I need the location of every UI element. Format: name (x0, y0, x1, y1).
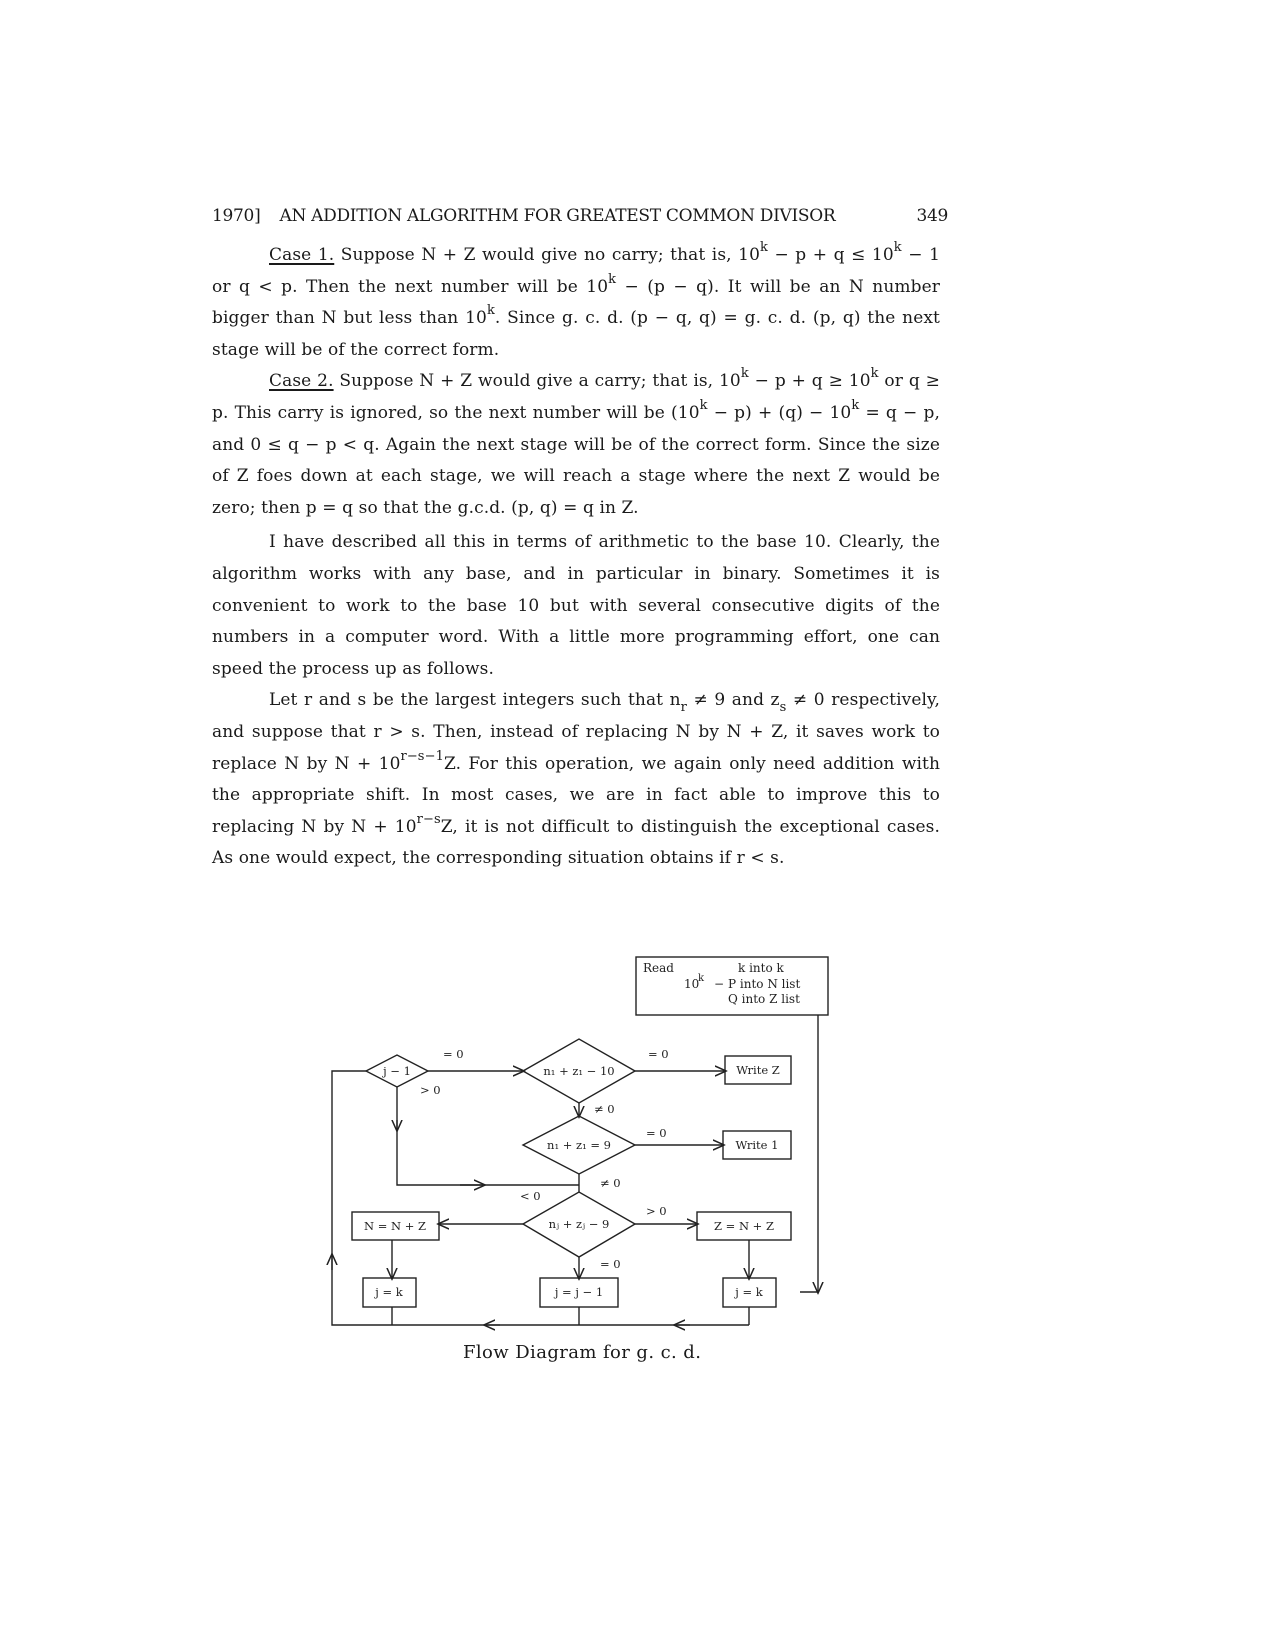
read-exp: k (698, 973, 705, 984)
superscript: k (870, 366, 879, 382)
node-j-minus-1-text: j − 1 (383, 1064, 411, 1078)
label-gt0-b: > 0 (646, 1204, 667, 1218)
read-base: 10 (684, 977, 700, 991)
text-run: − (p − q). It will be an N number bigger than N but less than 10 (212, 276, 940, 329)
node-jk-left-text: j = k (375, 1285, 403, 1299)
text-run: Suppose N + Z would give a carry; that is, 10 (333, 371, 741, 392)
superscript: k (740, 366, 749, 382)
text-run: Z. For this operation, we again only need addition with the appropriate shift. In most cases, we are in fact able to improve this to replacing N by N + 10 (212, 753, 940, 837)
superscript: k (699, 397, 708, 413)
read-label: Read (643, 961, 674, 975)
text-run: or q ≥ p. This carry is ignored, so the next number will be (10 (212, 371, 940, 423)
text-run: Suppose N + Z would give no carry; that is, 10 (334, 245, 760, 265)
read-minus: − (714, 977, 725, 991)
node-jj1-text: j = j − 1 (554, 1285, 604, 1299)
subscript: r (680, 700, 687, 716)
superscript: k (851, 397, 860, 413)
text-run: − p) + (q) − 10 (707, 402, 852, 423)
text-run: − p + q ≥ 10 (748, 371, 871, 392)
header-title: AN ADDITION ALGORITHM FOR GREATEST COMMON DIVISOR (279, 206, 836, 226)
text-run: ≠ 0 respectively, and suppose that r > s. Then, instead of replacing N by N + Z, it saves work to replace N by N + 10 (212, 690, 940, 774)
label-eq0-b: = 0 (648, 1047, 669, 1061)
label-gt0-a: > 0 (420, 1083, 441, 1097)
text-run: − p + q ≤ 10 (767, 245, 894, 265)
node-n1-z1-10-text: n₁ + z₁ − 10 (543, 1064, 615, 1078)
label-lt0: < 0 (520, 1189, 541, 1203)
label-eq0-c: = 0 (646, 1126, 667, 1140)
text-run: Z, it is not difficult to distinguish the exceptional cases. As one would expect, the corresponding situation obtains if r < s. (212, 816, 941, 869)
connector-j1-gt0 (397, 1087, 579, 1185)
text-run: ≠ 9 and z (687, 690, 780, 711)
superscript: k (759, 240, 768, 255)
node-jk-right-text: j = k (735, 1285, 763, 1299)
node-z-eq-text: Z = N + Z (714, 1219, 774, 1233)
label-ne0-a: ≠ 0 (594, 1102, 615, 1116)
figure-caption: Flow Diagram for g. c. d. (463, 1342, 702, 1363)
paragraph-base: I have described all this in terms of arithmetic to the base 10. Clearly, the algorithm works with any base, and in particular in binary. Sometimes it is convenient to work to the base 10 but with several consecutive digits of the numbers in a computer word. With a little more programming effort, one can speed the process up as follows. (212, 532, 940, 679)
superscript: r−s−1 (400, 748, 444, 764)
read-line1: k into k (738, 961, 784, 975)
node-write-1-text: Write 1 (735, 1138, 779, 1152)
superscript: r−s (416, 811, 441, 827)
label-eq0-d: = 0 (600, 1257, 621, 1271)
superscript: k (608, 271, 617, 287)
node-write-z-text: Write Z (736, 1063, 780, 1077)
subscript: s (779, 700, 787, 716)
header-year: 1970] (212, 206, 261, 226)
text-run: − 1 or q < p. Then the next number will be 10 (212, 245, 940, 297)
case-1-label: Case 1. (269, 245, 335, 265)
text-run: Let r and s be the largest integers such that n (269, 690, 681, 711)
superscript: k (486, 303, 495, 319)
case-2-label: Case 2. (269, 371, 334, 392)
node-n-eq-text: N = N + Z (363, 1219, 427, 1233)
label-eq0-a: = 0 (443, 1047, 464, 1061)
page-number: 349 (916, 206, 948, 226)
superscript: k (893, 240, 902, 255)
node-nj-zj-9-text: nⱼ + zⱼ − 9 (548, 1217, 610, 1231)
read-line2: P into N list (728, 977, 801, 991)
node-n1-z1-9-text: n₁ + z₁ = 9 (547, 1138, 611, 1152)
read-line3: Q into Z list (728, 992, 800, 1006)
label-ne0-b: ≠ 0 (600, 1176, 621, 1190)
text-run: . Since g. c. d. (p − q, q) = g. c. d. (p, q) the next stage will be of the correct form. (212, 308, 940, 360)
text-run: = q − p, and 0 ≤ q − p < q. Again the next stage will be of the correct form. Since the size of Z foes down at each stage, we will reach a stage where the next Z would be zero; then p = q so that the g.c.d. (p, q) = q in Z. (212, 402, 940, 518)
